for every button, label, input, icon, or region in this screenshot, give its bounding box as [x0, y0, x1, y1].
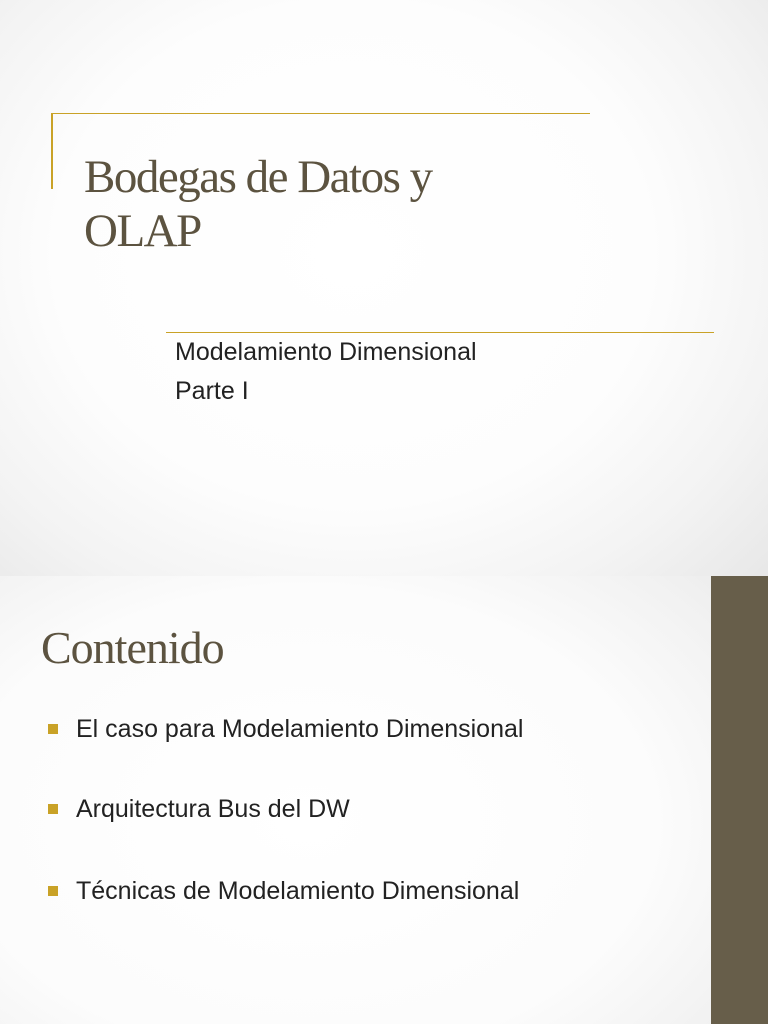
list-item — [48, 872, 688, 912]
title-accent-line-vertical — [51, 113, 53, 189]
slide-title-line-1: Bodegas de Datos y — [84, 151, 432, 203]
slide-2-contents-slide[interactable] — [0, 576, 768, 1024]
slide-subtitle-line-2: Parte I — [175, 377, 249, 405]
square-bullet-icon — [48, 804, 58, 814]
list-item — [48, 710, 688, 750]
slide-subtitle-line-1: Modelamiento Dimensional — [175, 338, 477, 366]
square-bullet-icon — [48, 724, 58, 734]
list-item — [48, 790, 688, 830]
slide-subtitle — [175, 333, 675, 411]
title-accent-line-horizontal — [52, 113, 590, 114]
section-heading: Contenido — [41, 622, 224, 673]
slide-side-bar — [711, 576, 768, 1024]
bullet-text: Arquitectura Bus del DW — [76, 795, 350, 823]
square-bullet-icon — [48, 886, 58, 896]
slide-title-line-2: OLAP — [84, 205, 201, 257]
bullet-text: El caso para Modelamiento Dimensional — [76, 715, 524, 743]
slide-title — [84, 150, 644, 258]
bullet-text: Técnicas de Modelamiento Dimensional — [76, 877, 520, 905]
